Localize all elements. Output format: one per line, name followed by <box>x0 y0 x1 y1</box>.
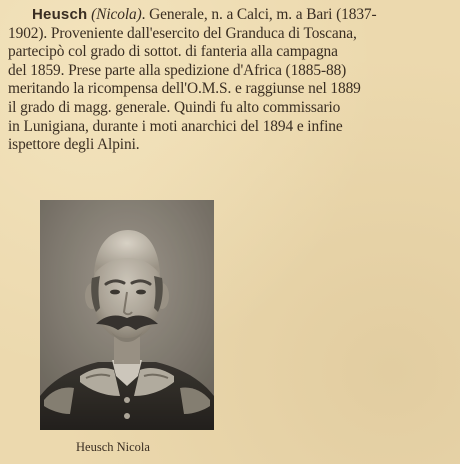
entry-given-name: (Nicola) <box>91 6 142 23</box>
entry-line-8: ispettore degli Alpini. <box>8 136 140 154</box>
entry-line-6: il grado di magg. generale. Quindi fu alto commissario <box>8 98 341 116</box>
portrait-illustration <box>40 200 214 430</box>
entry-line-4: del 1859. Prese parte alla spedizione d'Africa (1885-88) <box>8 61 347 79</box>
biography-entry <box>8 6 454 155</box>
portrait-photo <box>40 200 214 430</box>
entry-line-7: in Lunigiana, durante i moti anarchici del 1894 e infine <box>8 117 343 135</box>
entry-line-5: meritando la ricompensa dell'O.M.S. e raggiunse nel 1889 <box>8 80 361 98</box>
entry-name: Heusch <box>32 6 88 23</box>
entry-line-2: 1902). Proveniente dall'esercito del Granduca di Toscana, <box>8 24 357 42</box>
entry-line-3: partecipò col grado di sottot. di fanteria alla campagna <box>8 43 338 61</box>
entry-text-1: . Generale, n. a Calci, m. a Bari (1837- <box>141 6 377 23</box>
portrait-caption: Heusch Nicola <box>76 440 150 454</box>
entry-line-1 <box>8 6 454 25</box>
